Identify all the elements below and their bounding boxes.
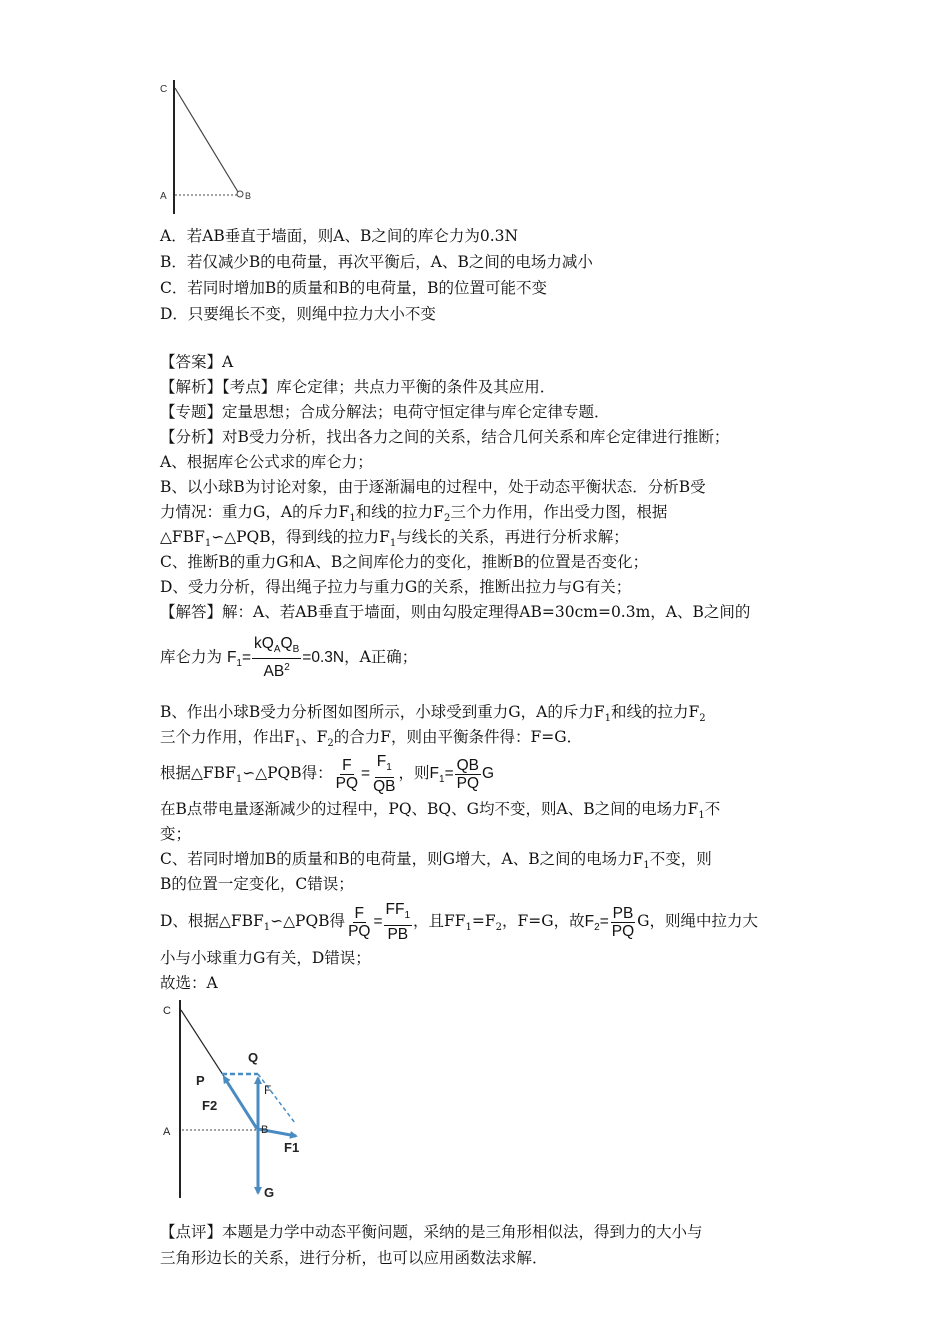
label-f2: F2: [202, 1098, 218, 1113]
label-a: A: [163, 1126, 171, 1138]
force-arrow-f2: [224, 1077, 257, 1129]
label-b: B: [245, 191, 252, 201]
option-b: B．若仅减少B的电荷量，再次平衡后，A、B之间的电场力减小: [160, 253, 593, 271]
label-b: B: [261, 1124, 269, 1136]
jieda-c-1: C、若同时增加B的质量和B的电荷量，则G增大，A、B之间的电场力$F_1$不变，则: [160, 850, 712, 872]
fenxi-b-3: $\triangle FBF_1∽\triangle PQB$，得到线的拉力$F_1$与线长的关系，再进行分析求解；: [160, 528, 629, 550]
label-q: Q: [248, 1050, 259, 1065]
coulomb-formula-line: 库仑力为 $F_1=$ $\frac{kQ_AQ_B}{AB^2}$ =0.3N，A正确；: [160, 635, 418, 681]
jieda-b-1: B、作出小球B受力分析图如图所示，小球受到重力G，A的斥力$F_1$和线的拉力$F_2$: [160, 703, 706, 725]
label-f1: F1: [284, 1140, 300, 1155]
label-a: A: [160, 191, 167, 202]
option-c: C．若同时增加B的质量和B的电荷量，B的位置可能不变: [160, 279, 548, 297]
jieda-b-3: 根据$\triangle FBF_1∽\triangle PQB$得： $\frac{F}{PQ}$ = $\frac{F_1}{QB}$ ，则$F_1=$ $\frac{QB}{PQ}$ G: [160, 753, 495, 795]
choose-answer: 故选：A: [160, 974, 218, 992]
answer: 【答案】A: [160, 353, 234, 371]
jieda-d-2: 小与小球重力G有关，D错误；: [160, 949, 371, 967]
ball-b: [237, 191, 243, 197]
jieda-d-1: D、根据$\triangle FBF_1∽\triangle PQB$得 $\frac{F}{PQ}$ = $\frac{FF_1}{PB}$ ，且$FF_1=F_2$，F=G，故$F_2=$ $\frac{PB}{PQ}$ G，则绳中拉力大: [160, 901, 759, 943]
jieda-b-4: 在B点带电量逐渐减少的过程中，PQ、BQ、G均不变，则A、B之间的电场力$F_1$不: [160, 800, 721, 822]
label-c: C: [160, 84, 168, 95]
figure-force-diagram: [160, 998, 320, 1206]
dashed-qf1-line: [258, 1074, 295, 1123]
fenxi-b-1: B、以小球B为讨论对象，由于逐渐漏电的过程中，处于动态平衡状态．分析B受: [160, 478, 706, 496]
fenxi-d: D、受力分析，得出绳子拉力与重力G的关系，推断出拉力与G有关；: [160, 578, 632, 596]
jieda-c-2: B的位置一定变化，C错误；: [160, 875, 354, 893]
jieda-1: 【解答】解：A、若AB垂直于墙面，则由勾股定理得AB=30cm=0.3m，A、B之间的: [160, 603, 751, 621]
analysis-fenxi: 【分析】对B受力分析，找出各力之间的关系，结合几何关系和库仑定律进行推断；: [160, 428, 730, 446]
label-f: F: [264, 1083, 272, 1097]
option-d: D．只要绳长不变，则绳中拉力大小不变: [160, 305, 436, 323]
coulomb-lhs: $F_1=$: [226, 649, 252, 670]
analysis-topic: 【专题】定量思想；合成分解法；电荷守恒定律与库仑定律专题．: [160, 403, 610, 421]
comment-2: 三角形边长的关系，进行分析，也可以应用函数法求解．: [160, 1249, 548, 1267]
jieda-b-2: 三个力作用，作出$F_1$、$F_2$的合力F，则由平衡条件得：F=G．: [160, 728, 583, 750]
label-p: P: [196, 1073, 205, 1088]
comment-1: 【点评】本题是力学中动态平衡问题，采纳的是三角形相似法，得到力的大小与: [160, 1223, 703, 1241]
label-g: G: [264, 1185, 275, 1200]
fenxi-b-2: 力情况：重力G，A的斥力$F_1$和线的拉力$F_2$三个力作用，作出受力图，根据: [160, 503, 668, 525]
analysis-kaodian: 【解析】【考点】库仑定律；共点力平衡的条件及其应用．: [160, 378, 556, 396]
jieda-b-5: 变；: [160, 825, 192, 843]
figure-initial-setup: [158, 78, 268, 218]
fenxi-a: A、根据库仑公式求的库仑力；: [160, 453, 373, 471]
coulomb-fraction: $\frac{kQ_AQ_B}{AB^2}$: [254, 635, 300, 681]
label-c: C: [163, 1005, 171, 1017]
fenxi-c: C、推断B的重力G和A、B之间库伦力的变化，推断B的位置是否变化；: [160, 553, 649, 571]
string-line: [175, 88, 238, 192]
option-a: A．若AB垂直于墙面，则A、B之间的库仑力为0.3N: [160, 227, 519, 245]
